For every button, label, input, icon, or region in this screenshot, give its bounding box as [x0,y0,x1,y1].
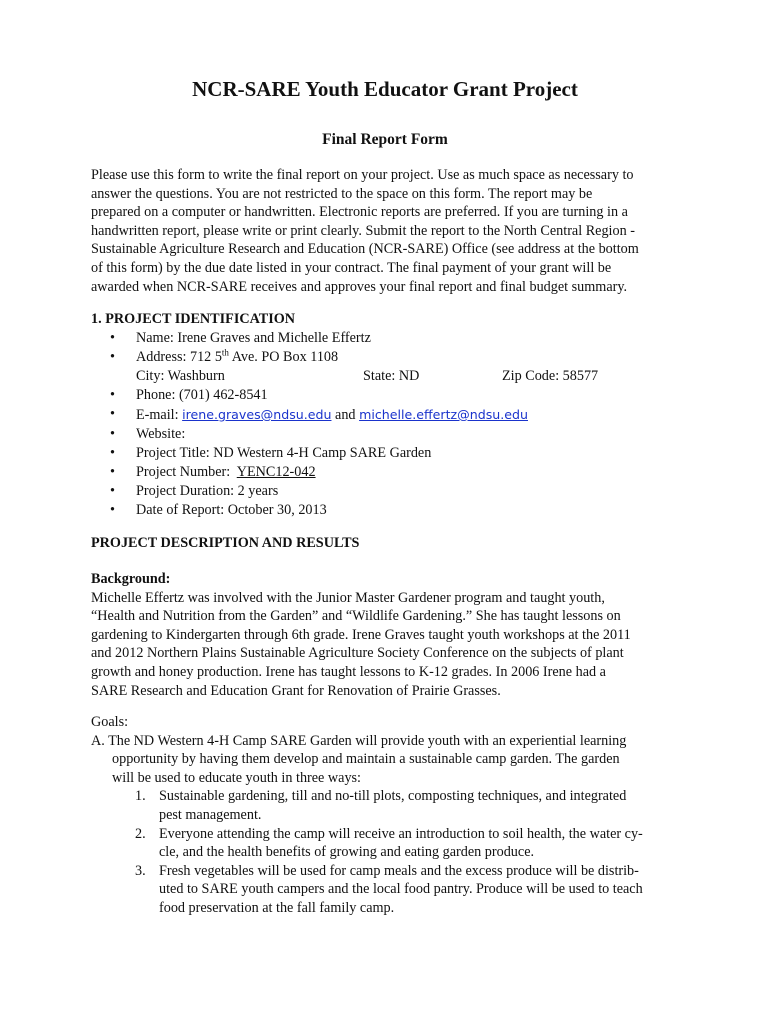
goals-section [91,713,691,918]
address-superscript: th [221,347,229,358]
background-section [91,570,691,700]
goal-a-line: opportunity by having them develop and maintain a sustainable camp garden. The garden [112,751,620,768]
intro-line: of this form) by the due date listed in your contract. The final payment of your grant will be [91,259,612,276]
zip-value: Zip Code: 58577 [502,368,599,384]
item-line: Sustainable gardening, till and no-till plots, composting techniques, and integrated [159,788,627,805]
list-item-address [110,348,710,386]
list-item [91,862,691,918]
item-line: pest management. [159,806,262,823]
document-subtitle: Final Report Form [322,131,448,148]
intro-paragraph [91,166,691,296]
intro-line: answer the questions. You are not restricted to the space on this form. The report may be [91,185,593,202]
bullet-icon: • [110,406,115,422]
date-value: Date of Report: October 30, 2013 [136,502,327,518]
bullet-icon: • [110,349,115,365]
background-line: gardening to Kindergarten through 6th grade. Irene Graves taught youth workshops at the 2011 [91,626,631,643]
state-value: State: ND [363,368,420,384]
background-line: Michelle Effertz was involved with the Junior Master Gardener program and taught youth, [91,589,605,606]
item-line: cle, and the health benefits of growing and eating garden produce. [159,844,535,861]
city-state-zip-row [136,367,710,386]
email-link-irene[interactable]: irene.graves@ndsu.edu [182,407,332,422]
item-line: Fresh vegetables will be used for camp meals and the excess produce will be distrib- [159,862,639,879]
document-title: NCR-SARE Youth Educator Grant Project [192,77,578,101]
list-item-project-number [110,463,710,482]
bullet-icon: • [110,330,115,346]
background-line: “Health and Nutrition from the Garden” and “Wildlife Gardening.” She has taught lessons on [91,608,621,625]
email-link-michelle[interactable]: michelle.effertz@ndsu.edu [359,407,528,422]
bullet-icon: • [110,426,115,442]
list-item-date [110,501,710,520]
goal-a [91,732,691,788]
description-heading: PROJECT DESCRIPTION AND RESULTS [91,535,360,551]
website-label: Website: [136,426,186,442]
duration-value: Project Duration: 2 years [136,483,279,499]
background-line: and 2012 Northern Plains Sustainable Agriculture Society Conference on the subjects of plant [91,645,624,662]
city-value: City: Washburn [136,368,225,384]
bullet-icon: • [110,483,115,499]
name-value: Name: Irene Graves and Michelle Effertz [136,330,371,346]
list-item-duration [110,482,710,501]
item-line: uted to SARE youth campers and the local food pantry. Produce will be used to teach [159,881,643,898]
item-number: 2. [135,825,146,842]
list-item-website [110,425,710,444]
list-item-email [110,405,710,425]
list-item-phone [110,386,710,405]
list-item-name [110,329,710,348]
phone-value: Phone: (701) 462-8541 [136,387,268,403]
project-number-label: Project Number: [136,464,237,480]
background-label: Background: [91,571,171,587]
list-item [91,787,691,824]
bullet-icon: • [110,502,115,518]
intro-line: awarded when NCR-SARE receives and approves your final report and final budget summary. [91,278,628,295]
project-title-value: Project Title: ND Western 4-H Camp SARE Garden [136,445,432,461]
goals-label: Goals: [91,714,129,730]
intro-line: prepared on a computer or handwritten. Electronic reports are preferred. If you are turning in a [91,204,628,221]
address-value: Address: 712 5 [136,349,222,365]
background-line: growth and honey production. Irene has taught lessons to K-12 grades. In 2006 Irene had a [91,663,606,680]
intro-line: Please use this form to write the final report on your project. Use as much space as necessary to [91,167,634,183]
background-line: SARE Research and Education Grant for Renovation of Prairie Grasses. [91,682,501,699]
item-number: 3. [135,862,146,879]
goal-a-line: A. The ND Western 4-H Camp SARE Garden will provide youth with an experiential learning [91,732,627,749]
bullet-icon: • [110,387,115,403]
intro-line: Sustainable Agriculture Research and Education (NCR-SARE) Office (see address at the bottom [91,241,639,258]
item-line: Everyone attending the camp will receive an introduction to soil health, the water cy- [159,825,643,842]
bullet-icon: • [110,464,115,480]
email-and-text: and [331,407,360,423]
list-item [91,825,691,862]
list-item-project-title [110,444,710,463]
goal-a-numbered-list [91,787,691,917]
identification-heading: 1. PROJECT IDENTIFICATION [91,311,296,327]
project-number-value: YENC12-042 [236,464,316,480]
identification-list [110,329,710,520]
bullet-icon: • [110,445,115,461]
item-number: 1. [135,788,146,805]
goal-a-line: will be used to educate youth in three ways: [112,769,362,786]
item-line: food preservation at the fall family camp. [159,899,395,916]
address-value-rest: Ave. PO Box 1108 [228,349,339,365]
email-label: E-mail: [136,407,183,423]
intro-line: handwritten report, please write or print clearly. Submit the report to the North Central Region - [91,222,635,239]
